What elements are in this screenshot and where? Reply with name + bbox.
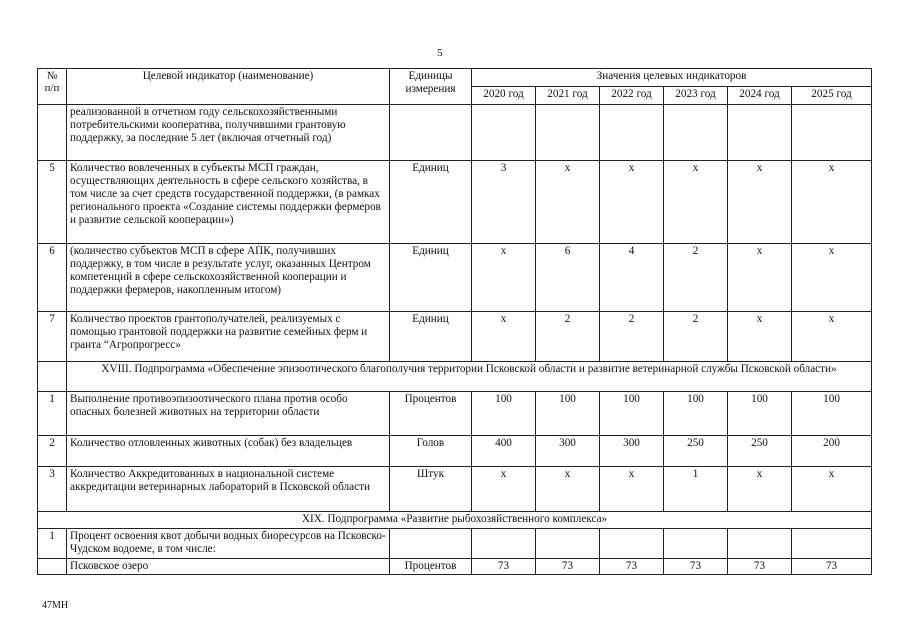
row-value — [792, 529, 872, 559]
table-row — [38, 559, 872, 575]
table-row — [38, 436, 872, 467]
row-num: 1 — [38, 529, 67, 559]
section-row — [38, 362, 872, 392]
row-indicator: Псковское озеро — [67, 559, 390, 575]
row-value — [664, 529, 728, 559]
row-unit: Штук — [390, 467, 472, 512]
header-year: 2024 год — [728, 87, 792, 105]
document-code: 47МН — [42, 600, 69, 611]
row-value: х — [792, 467, 872, 512]
row-value: х — [728, 161, 792, 244]
row-num: 3 — [38, 467, 67, 512]
header-year: 2020 год — [472, 87, 536, 105]
row-value — [472, 529, 536, 559]
row-indicator: Количество вовлеченных в субъекты МСП граждан, осуществляющих деятельность в сфере сельского хозяйства, в том числе за счет средств государственной поддержки, (в рамках регионального проекта «Создание системы поддержки фермеров и развитие сельской кооперации») — [67, 161, 390, 244]
row-value: 100 — [728, 392, 792, 436]
row-value — [472, 105, 536, 161]
row-value: 100 — [472, 392, 536, 436]
row-value: х — [728, 467, 792, 512]
table-row — [38, 392, 872, 436]
row-value — [536, 529, 600, 559]
header-unit: Единицы измерения — [390, 69, 472, 105]
row-unit — [390, 105, 472, 161]
row-indicator: (количество субъектов МСП в сфере АПК, получивших поддержку, в том числе в результате услуг, оказанных Центром компетенций в сфере сельскохозяйственной кооперации и поддержки фермеров, накопленным итогом) — [67, 244, 390, 312]
row-value: х — [792, 312, 872, 362]
target-indicators-table — [37, 68, 872, 575]
row-unit: Единиц — [390, 161, 472, 244]
row-value: х — [536, 467, 600, 512]
row-indicator: реализованной в отчетном году сельскохозяйственными потребительскими кооператива, получившими грантовую поддержку, за последние 5 лет (включая отчетный год) — [67, 105, 390, 161]
header-values-group: Значения целевых индикаторов — [472, 69, 872, 87]
row-value: 2 — [664, 312, 728, 362]
section-title-18: XVIII. Подпрограмма «Обеспечение эпизоотического благополучия территории Псковской области и развитие ветеринарной службы Псковской области» — [67, 362, 872, 392]
table-row — [38, 467, 872, 512]
row-value: х — [472, 467, 536, 512]
header-num: № п/п — [38, 69, 67, 105]
row-value: 4 — [600, 244, 664, 312]
row-num — [38, 559, 67, 575]
header-year: 2025 год — [792, 87, 872, 105]
row-value: 100 — [664, 392, 728, 436]
row-value: х — [728, 244, 792, 312]
row-value — [728, 529, 792, 559]
row-value: 1 — [664, 467, 728, 512]
section-title-19: XIX. Подпрограмма «Развитие рыбохозяйственного комплекса» — [38, 512, 872, 529]
row-value — [728, 105, 792, 161]
row-indicator: Количество проектов грантополучателей, реализуемых с помощью грантовой поддержки на развитие семейных ферм и гранта “Агропрогресс» — [67, 312, 390, 362]
row-value: 2 — [536, 312, 600, 362]
row-indicator: Количество отловленных животных (собак) без владельцев — [67, 436, 390, 467]
row-value: 73 — [728, 559, 792, 575]
row-value: х — [664, 161, 728, 244]
row-value — [600, 529, 664, 559]
row-indicator: Выполнение противоэпизоотического плана против особо опасных болезней животных на территории области — [67, 392, 390, 436]
row-value: 2 — [600, 312, 664, 362]
row-value: 100 — [600, 392, 664, 436]
row-value: 200 — [792, 436, 872, 467]
row-indicator: Количество Аккредитованных в национальной системе аккредитации ветеринарных лабораторий в Псковской области — [67, 467, 390, 512]
row-value: 2 — [664, 244, 728, 312]
section-row — [38, 512, 872, 529]
row-num: 1 — [38, 392, 67, 436]
row-value: х — [472, 312, 536, 362]
table-row — [38, 312, 872, 362]
row-unit: Процентов — [390, 559, 472, 575]
header-year: 2022 год — [600, 87, 664, 105]
row-num — [38, 105, 67, 161]
row-value: 73 — [472, 559, 536, 575]
row-num: 5 — [38, 161, 67, 244]
row-value: х — [472, 244, 536, 312]
row-value: х — [600, 161, 664, 244]
row-value — [792, 105, 872, 161]
table-row — [38, 105, 872, 161]
row-unit: Голов — [390, 436, 472, 467]
row-unit: Процентов — [390, 392, 472, 436]
header-year: 2023 год — [664, 87, 728, 105]
row-value: х — [600, 467, 664, 512]
row-value: х — [728, 312, 792, 362]
row-unit: Единиц — [390, 312, 472, 362]
row-value: 6 — [536, 244, 600, 312]
row-value: 250 — [664, 436, 728, 467]
row-value: 100 — [536, 392, 600, 436]
row-value: 73 — [600, 559, 664, 575]
row-num: 7 — [38, 312, 67, 362]
row-value: х — [792, 161, 872, 244]
table-row — [38, 529, 872, 559]
row-value — [664, 105, 728, 161]
row-value: 300 — [600, 436, 664, 467]
header-year: 2021 год — [536, 87, 600, 105]
row-indicator: Процент освоения квот добычи водных биоресурсов на Псковско-Чудском водоеме, в том числе: — [67, 529, 390, 559]
row-value: х — [536, 161, 600, 244]
table-row — [38, 161, 872, 244]
row-value — [536, 105, 600, 161]
row-value: 250 — [728, 436, 792, 467]
table-row — [38, 244, 872, 312]
row-value: 300 — [536, 436, 600, 467]
header-indicator: Целевой индикатор (наименование) — [67, 69, 390, 105]
row-value: 73 — [536, 559, 600, 575]
page-number: 5 — [437, 47, 443, 59]
row-num: 6 — [38, 244, 67, 312]
row-value: 73 — [664, 559, 728, 575]
row-value: 73 — [792, 559, 872, 575]
row-value: 100 — [792, 392, 872, 436]
row-unit: Единиц — [390, 244, 472, 312]
row-value: 3 — [472, 161, 536, 244]
row-unit — [390, 529, 472, 559]
row-value — [600, 105, 664, 161]
row-value: х — [792, 244, 872, 312]
row-value: 400 — [472, 436, 536, 467]
row-num: 2 — [38, 436, 67, 467]
